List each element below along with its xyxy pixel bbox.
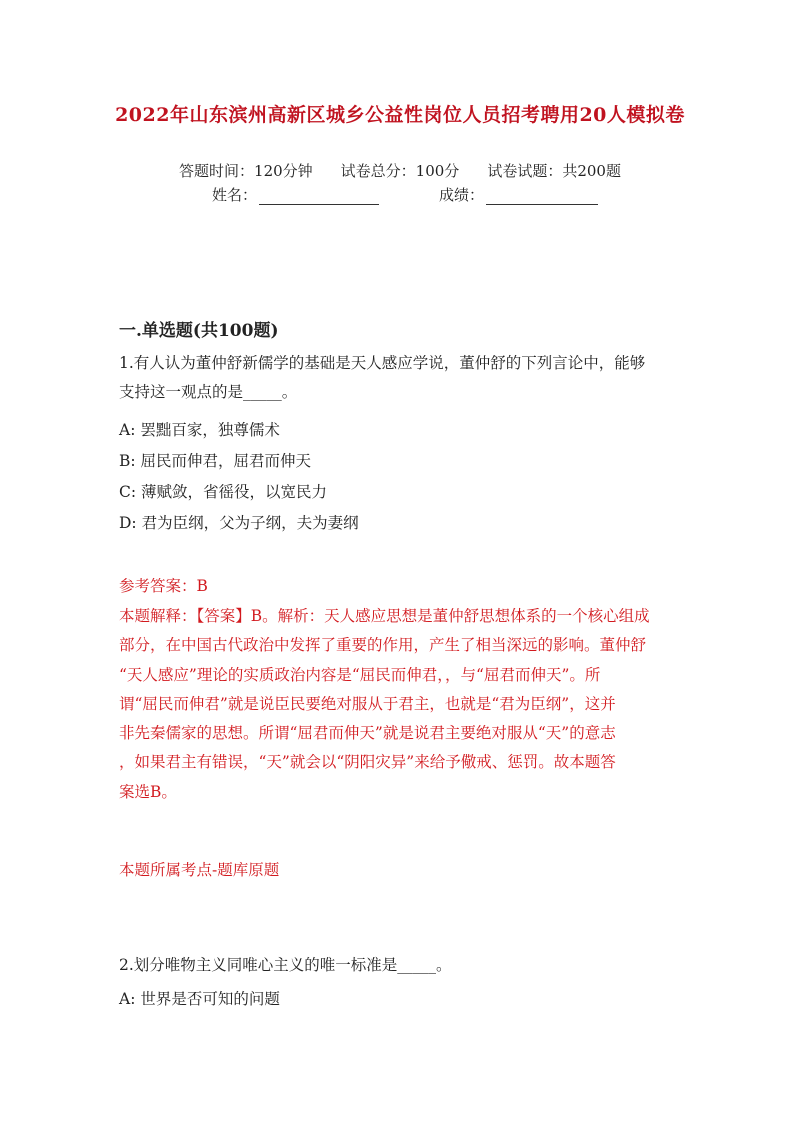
section-heading: 一.单选题(共100题) <box>119 321 279 341</box>
exam-total-score: 试卷总分：100分 <box>340 162 460 180</box>
explanation-line: 谓“屈民而伸君”就是说臣民要绝对服从于君主，也就是“君为臣纲”，这并 <box>119 694 616 713</box>
explanation-line: 本题解释：【答案】B。解析：天人感应思想是董仲舒思想体系的一个核心组成 <box>119 607 650 625</box>
name-field <box>212 184 379 205</box>
question-1-answer: 参考答案：B <box>119 577 208 595</box>
question-1-explanation <box>119 602 679 807</box>
exam-time: 答题时间：120分钟 <box>179 162 313 180</box>
exam-info-row <box>0 160 800 181</box>
explanation-line: 案选B。 <box>119 782 177 801</box>
explanation-line: ，如果君主有错误，“天”就会以“阴阳灾异”来给予儆戒、惩罚。故本题答 <box>119 753 616 772</box>
question-1-option-c: C: 薄赋敛，省徭役，以宽民力 <box>119 483 328 501</box>
question-1-option-a: A: 罢黜百家，独尊儒术 <box>119 421 280 439</box>
question-1-stem <box>119 349 679 407</box>
name-blank <box>259 190 379 205</box>
candidate-info-row <box>0 184 800 205</box>
question-stem-line: 1.有人认为董仲舒新儒学的基础是天人感应学说，董仲舒的下列言论中，能够 <box>119 354 646 372</box>
document-title: 2022年山东滨州高新区城乡公益性岗位人员招考聘用20人模拟卷 <box>115 104 685 126</box>
score-label: 成绩： <box>439 186 485 204</box>
question-1-option-b: B: 屈民而伸君，屈君而伸天 <box>119 452 312 470</box>
question-2-stem <box>119 951 679 980</box>
question-1-tag: 本题所属考点-题库原题 <box>119 861 280 879</box>
name-label: 姓名： <box>211 186 257 204</box>
question-stem-line: 2.划分唯物主义同唯心主义的唯一标准是_____。 <box>119 956 452 974</box>
explanation-line: “天人感应”理论的实质政治内容是“屈民而伸君，，与“屈君而伸天”。所 <box>119 665 601 684</box>
exam-total-questions: 试卷试题：共200题 <box>487 162 621 180</box>
question-2-option-a: A: 世界是否可知的问题 <box>119 990 280 1008</box>
explanation-line: 非先秦儒家的思想。所谓“屈君而伸天”就是说君主要绝对服从“天”的意志 <box>119 724 616 743</box>
explanation-line: 部分，在中国古代政治中发挥了重要的作用，产生了相当深远的影响。董仲舒 <box>119 636 647 655</box>
score-blank <box>486 190 598 205</box>
question-stem-line: 支持这一观点的是_____。 <box>119 383 298 401</box>
question-1-option-d: D: 君为臣纲，父为子纲，夫为妻纲 <box>119 514 359 532</box>
score-field <box>439 184 598 205</box>
